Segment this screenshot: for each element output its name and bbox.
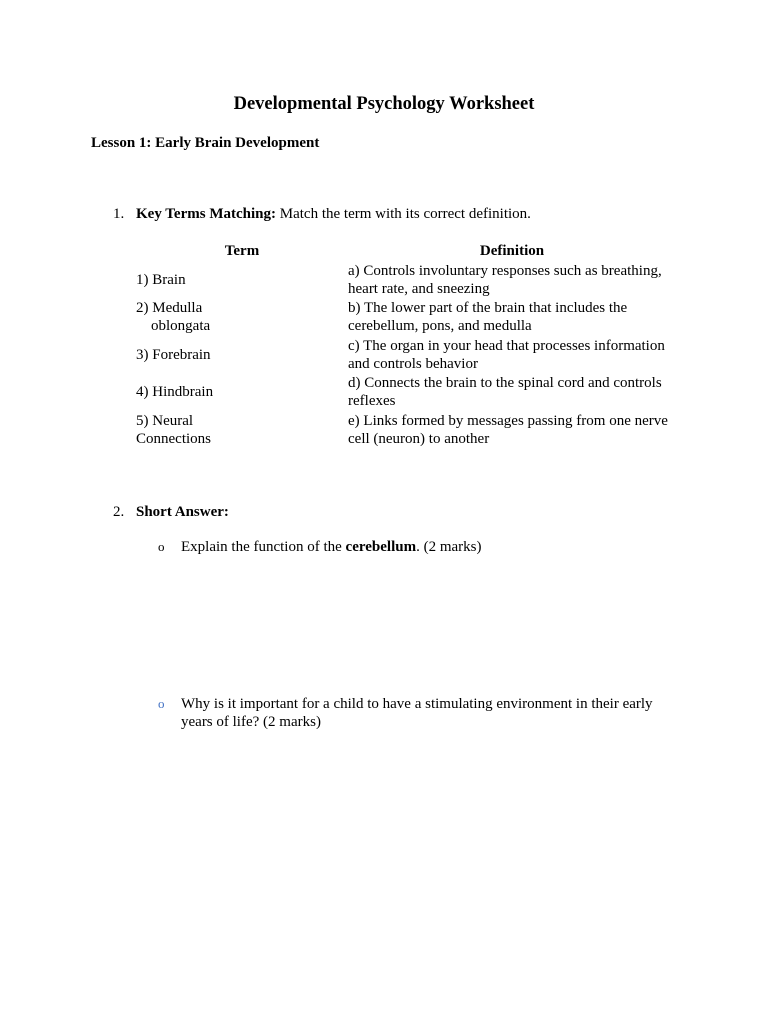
term-text: 3) Forebrain <box>136 346 211 363</box>
table-row <box>136 299 676 337</box>
bullet-marker: o <box>158 539 165 554</box>
term-text: 1) Brain <box>136 271 186 288</box>
question-1-number: 1. <box>113 206 125 222</box>
term-text: 4) Hindbrain <box>136 384 214 401</box>
term-cell <box>136 299 348 337</box>
term-text: 5) Neural <box>136 412 194 429</box>
question-1-label: Key Terms Matching: <box>136 206 276 222</box>
question-1-text <box>136 205 531 223</box>
short-answer-prompt <box>181 538 671 556</box>
prompt-marks: . (2 marks) <box>416 539 482 555</box>
prompt-text: Explain the function of the <box>181 539 346 555</box>
table-row <box>136 411 676 449</box>
term-cell <box>136 374 348 412</box>
definition-cell: c) The organ in your head that processes information and controls behavior <box>348 337 665 372</box>
lesson-heading: Lesson 1: Early Brain Development <box>91 135 320 151</box>
table-row <box>136 261 676 299</box>
term-cell <box>136 261 348 299</box>
bullet-marker: o <box>158 696 165 711</box>
definition-column-header: Definition <box>479 243 545 259</box>
prompt-keyword: cerebellum <box>345 539 417 555</box>
table-row <box>136 336 676 374</box>
term-text-continued: Connections <box>136 430 211 447</box>
definition-cell: e) Links formed by messages passing from one nerve cell (neuron) to another <box>348 412 668 447</box>
term-column-header: Term <box>224 243 260 259</box>
question-2-text <box>136 503 229 521</box>
matching-table <box>136 242 676 449</box>
question-2-number: 2. <box>113 504 125 520</box>
short-answer-prompt: Why is it important for a child to have a stimulating environment in their early years of life? (2 marks) <box>181 696 653 730</box>
term-text: 2) Medulla <box>136 300 203 317</box>
worksheet-title: Developmental Psychology Worksheet <box>233 94 535 114</box>
question-1-instruction: Match the term with its correct definition. <box>276 206 531 222</box>
term-cell <box>136 336 348 374</box>
matching-table-header-row <box>136 242 676 261</box>
term-text-continued: oblongata <box>151 318 211 335</box>
definition-cell: d) Connects the brain to the spinal cord and controls reflexes <box>348 375 662 410</box>
definition-cell: a) Controls involuntary responses such as breathing, heart rate, and sneezing <box>348 262 662 297</box>
table-row <box>136 374 676 412</box>
question-2-label: Short Answer: <box>136 504 229 520</box>
term-cell <box>136 411 348 449</box>
definition-cell: b) The lower part of the brain that includes the cerebellum, pons, and medulla <box>348 300 628 335</box>
